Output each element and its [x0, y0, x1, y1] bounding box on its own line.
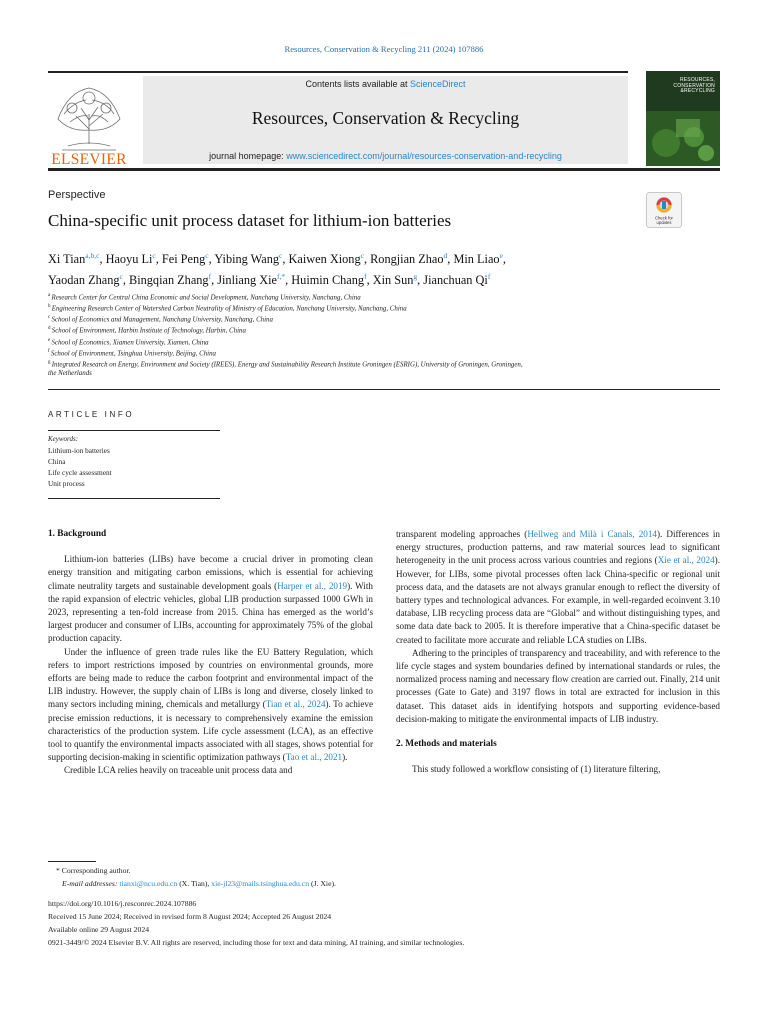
- author-name[interactable]: Haoyu Li: [105, 252, 153, 267]
- text-span: ). To achieve precise emission reductions, it is necessary to comprehensively examine the emission characteristics of the production system. Life cycle assessment (LCA), as an effective tool to quantify the environmental impacts associated with all stages, shows potential for supporting decision-making in scientific optimization pathways (: [48, 699, 373, 763]
- article-info-rule-bottom: [48, 498, 220, 499]
- affiliation-rule: [48, 389, 720, 390]
- keywords-label: Keywords:: [48, 435, 79, 443]
- email-link-tian[interactable]: tianxi@ncu.edu.cn: [119, 879, 178, 888]
- journal-homepage-line: [143, 151, 628, 161]
- author-affiliation-marker[interactable]: c: [119, 272, 123, 282]
- text-span: ). With the rapid expansion of electric vehicles, global LIB production surpassed 1000 GWh in 2023, representing a ten-fold increase from 2015. China has emerged as the world’s largest producer and consumer of LIBs, accounting for approximately 75% of the global production capacity.: [48, 580, 373, 644]
- running-head[interactable]: Resources, Conservation & Recycling 211 (2024) 107886: [284, 44, 484, 54]
- article-info-heading: ARTICLE INFO: [48, 410, 135, 419]
- author-separator: ,: [447, 252, 454, 267]
- citation-link[interactable]: Xie et al., 2024: [657, 555, 715, 566]
- author-separator: ,: [99, 252, 106, 267]
- author-affiliation-marker[interactable]: a,b,c: [85, 251, 100, 260]
- affiliation-key: g: [48, 360, 52, 365]
- contents-prefix: Contents lists available at: [305, 79, 411, 89]
- author-name[interactable]: Fei Peng: [161, 252, 206, 267]
- author-affiliation-marker[interactable]: f: [208, 272, 212, 282]
- citation-link[interactable]: Harper et al., 2019: [277, 580, 348, 591]
- keyword-item: Life cycle assessment: [48, 468, 112, 477]
- paragraph-background-3: Credible LCA relies heavily on traceable unit process data and: [64, 765, 293, 776]
- keyword-item: Unit process: [48, 479, 85, 488]
- paragraph-methods-1: This study followed a workflow consisting of (1) literature filtering,: [412, 764, 661, 775]
- masthead-rule-bottom: [48, 168, 720, 171]
- corresponding-author-note: * Corresponding author.: [56, 866, 131, 875]
- author-separator: ,: [155, 252, 162, 267]
- author-affiliation-marker[interactable]: c: [152, 251, 156, 260]
- author-name[interactable]: Jianchuan Qi: [423, 273, 488, 288]
- author-affiliation-marker[interactable]: g: [413, 272, 418, 282]
- author-affiliation-marker[interactable]: c: [279, 251, 283, 260]
- author-affiliation-marker[interactable]: f,*: [277, 272, 286, 282]
- affiliation-text: Research Center for Central China Economic and Social Development, Nanchang University, Nanchang, China: [51, 294, 361, 302]
- text-span: ). However, for LIBs, some pivotal processes often lack China-specific or regional unit process data, and the datasets are not always granular enough to reflect the diversity of battery types and technological advances. For example, in well-regarded ecoinvent 3.10 database, LIB recycling process data are “Global” and without distinguishing types, and some data date back to 2005. It is therefore imperative that a China-specific dataset be created to facilitate more accurate and reliable LCA studies on LIBs.: [396, 555, 720, 645]
- homepage-prefix: journal homepage:: [209, 151, 287, 161]
- journal-cover-thumbnail[interactable]: [646, 71, 720, 166]
- keyword-item: Lithium-ion batteries: [48, 446, 110, 455]
- body-right-column: [396, 528, 720, 776]
- author-affiliation-marker[interactable]: f: [487, 272, 491, 282]
- text-span: transparent modeling approaches (: [396, 529, 528, 539]
- received-dates: Received 15 June 2024; Received in revised form 8 August 2024; Accepted 26 August 2024: [48, 912, 332, 921]
- author-separator: ,: [208, 252, 215, 267]
- author-affiliation-marker[interactable]: e: [499, 251, 503, 260]
- cover-title: RESOURCES, CONSERVATION &RECYCLING: [673, 77, 715, 95]
- article-type: Perspective: [48, 189, 106, 201]
- author-affiliation-marker[interactable]: f: [364, 272, 367, 282]
- author-affiliation-marker[interactable]: c: [360, 251, 364, 260]
- author-list: [48, 247, 648, 289]
- affiliation-key: a: [48, 293, 52, 298]
- journal-title: Resources, Conservation & Recycling: [251, 108, 520, 128]
- email-label: E-mail addresses:: [62, 879, 118, 888]
- text-span: ). Differences in energy structures, production patterns, and raw material sources lead to significant heterogeneity in the unit process across various countries and regions (: [396, 529, 720, 566]
- affiliation-key: f: [48, 349, 51, 354]
- affiliation-text: School of Environment, Harbin Institute of Technology, Harbin, China: [51, 327, 246, 335]
- author-affiliation-marker[interactable]: c: [205, 251, 209, 260]
- affiliation-text: Engineering Research Center of Watershed Carbon Neutrality of Ministry of Education, Nanchang University, Nanchang, China: [51, 305, 407, 313]
- author-name[interactable]: Yaodan Zhang: [48, 273, 120, 288]
- affiliation-text: School of Economics and Management, Nanchang University, Nanchang, China: [51, 316, 273, 324]
- affiliation-key: c: [48, 315, 52, 320]
- affiliation-text: School of Economics, Xiamen University, Xiamen, China: [51, 339, 209, 347]
- author-name[interactable]: Xin Sun: [372, 273, 414, 288]
- paragraph-background-5: Adhering to the principles of transparency and traceability, and with reference to the life cycle stages and system boundaries defined by international standards or rules, the normalized process naming and necessary flow creation are carried out. Finally, 214 unit processes (Gate to Gate) and 3197 flows in total are extracted for inclusion in this dataset. This dataset aids in identifying hotspots and supporting evidence-based decision-making to mitigate the environmental impacts of LIB industry.: [396, 647, 720, 724]
- author-separator: ,: [285, 273, 292, 288]
- citation-link[interactable]: Hellweg and Milà i Canals, 2014: [527, 529, 657, 539]
- section-heading-background: 1. Background: [48, 529, 107, 539]
- author-affiliation-marker[interactable]: d: [443, 251, 448, 260]
- footnote-rule: [48, 861, 96, 862]
- affiliation-text: Integrated Research on Energy, Environment and Society (IREES), Energy and Sustainability Research Institute Groningen (ESRIG), University of Groningen, Groningen,: [51, 361, 523, 369]
- contents-available-line: [143, 79, 628, 89]
- author-separator: ,: [417, 273, 424, 288]
- affiliation-key: e: [48, 338, 52, 343]
- author-name[interactable]: Jinliang Xie: [217, 273, 278, 288]
- email-addresses-line: [62, 879, 336, 888]
- check-for-updates-badge-icon[interactable]: [646, 192, 682, 228]
- author-name[interactable]: Min Liao: [453, 252, 500, 267]
- author-name[interactable]: Rongjian Zhao: [370, 252, 444, 267]
- author-name[interactable]: Kaiwen Xiong: [288, 252, 361, 267]
- publisher-wordmark: ELSEVIER: [51, 151, 127, 168]
- author-name[interactable]: Yibing Wang: [214, 252, 280, 267]
- masthead-rule-top: [48, 71, 628, 73]
- email-link-xie[interactable]: xie-jl23@mails.tsinghua.edu.cn: [211, 879, 310, 888]
- text-span: Under the influence of green trade rules like the EU Battery Regulation, which refers to import restrictions imposed by countries on environmental grounds, more efforts are being made to reduce the carbon footprint and environmental impact of the LIB industry. However, the supply chain of LIBs is long and diverse, closely linked to many sectors including mining, chemicals and metallurgy (: [48, 646, 373, 710]
- sciencedirect-link[interactable]: ScienceDirect: [410, 79, 466, 89]
- copyright-notice: 0921-3449/© 2024 Elsevier B.V. All rights are reserved, including those for text and data mining, AI training, and similar technologies.: [48, 938, 465, 947]
- paragraph-background-2: [48, 646, 373, 765]
- badge-label-line1: Check for: [655, 215, 673, 221]
- badge-label-line2: updates: [656, 220, 672, 225]
- author-name[interactable]: Bingqian Zhang: [129, 273, 209, 288]
- author-separator: ,: [366, 273, 373, 288]
- author-separator: ,: [282, 252, 289, 267]
- corresponding-text: Corresponding author.: [61, 866, 131, 875]
- author-name[interactable]: Huimin Chang: [291, 273, 365, 288]
- author-separator: ,: [211, 273, 218, 288]
- available-online-date: Available online 29 August 2024: [48, 925, 150, 934]
- keyword-item: China: [48, 457, 66, 466]
- paragraph-background-1: [48, 553, 373, 645]
- body-left-column: [48, 528, 373, 778]
- author-separator: ,: [363, 252, 371, 267]
- doi-link[interactable]: https://doi.org/10.1016/j.resconrec.2024.107886: [48, 899, 197, 908]
- paragraph-background-4: [396, 528, 720, 647]
- affiliation-key: d: [48, 326, 52, 331]
- affiliation-text: School of Environment, Tsinghua University, Beijing, China: [50, 350, 216, 358]
- citation-link[interactable]: Tao et al., 2021: [285, 752, 343, 763]
- email-owner-tian: (X. Tian),: [179, 879, 210, 888]
- email-owner-xie: (J. Xie).: [310, 879, 336, 888]
- article-title: China-specific unit process dataset for lithium-ion batteries: [48, 211, 452, 230]
- section-heading-methods: 2. Methods and materials: [396, 739, 497, 750]
- author-separator: ,: [122, 273, 129, 288]
- affiliation-key: b: [48, 304, 52, 309]
- author-name[interactable]: Xi Tian: [48, 252, 86, 267]
- article-info-rule-top: [48, 430, 220, 431]
- journal-homepage-link[interactable]: www.sciencedirect.com/journal/resources-conservation-and-recycling: [286, 151, 562, 161]
- author-separator: ,: [502, 252, 506, 267]
- affiliation-item: [48, 368, 638, 379]
- text-span: ).: [342, 752, 348, 763]
- text-span: Lithium-ion batteries (LIBs) have become a crucial driver in promoting clean energy transition and mitigating carbon emissions, which is essential for achieving climate neutrality targets and sustainable development goals (: [48, 554, 373, 591]
- citation-link[interactable]: Tian et al., 2024: [265, 699, 326, 710]
- affiliation-text: the Netherlands: [48, 370, 92, 377]
